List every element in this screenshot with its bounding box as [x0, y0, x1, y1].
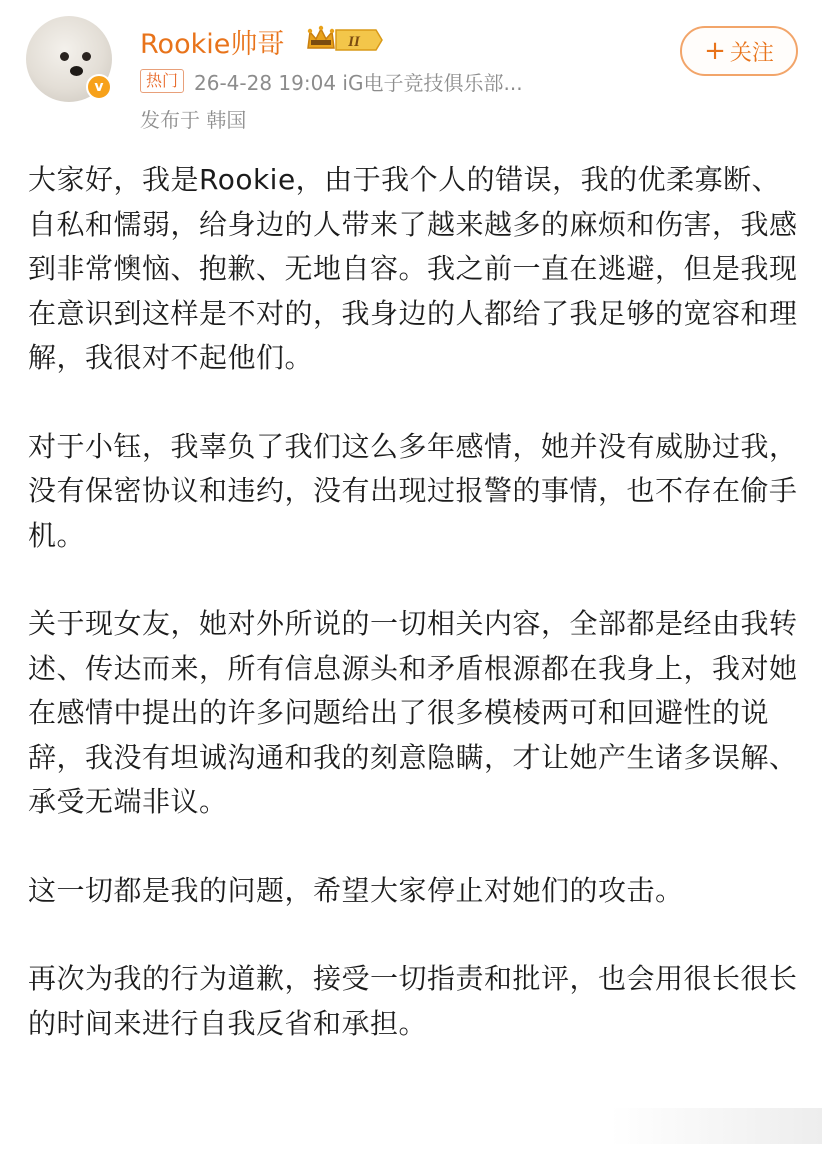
crown-badge-icon[interactable] — [306, 24, 384, 56]
badge-level-text: II — [348, 34, 360, 50]
post-paragraph: 这一切都是我的问题，希望大家停止对她们的攻击。 — [28, 873, 684, 907]
post-location: 发布于 韩国 — [140, 108, 247, 132]
post-paragraph: 再次为我的行为道歉，接受一切指责和批评，也会用很长很长的时间来进行自我反省和承担。 — [28, 962, 798, 1040]
post-meta — [140, 66, 523, 96]
post-paragraph: 大家好，我是Rookie，由于我个人的错误，我的优柔寡断、自私和懦弱，给身边的人带来了越来越多的麻烦和伤害，我感到非常懊恼、抱歉、无地自容。我之前一直在逃避，但是我现在意识到这样是不对的，我身边的人都给了我足够的宽容和理解，我很对不起他们。 — [28, 163, 798, 374]
avatar-nose — [70, 66, 83, 76]
follow-button[interactable] — [680, 26, 798, 76]
post-time-source[interactable]: 26-4-28 19:04 iG电子竞技俱乐部... — [194, 70, 523, 95]
author-name[interactable]: Rookie帅哥 — [140, 29, 285, 60]
avatar-eye — [60, 52, 69, 61]
follow-label: 关注 — [729, 40, 774, 66]
watermark — [610, 1108, 822, 1144]
plus-icon: + — [704, 36, 726, 66]
post-body — [28, 158, 808, 1090]
verified-icon: v — [86, 74, 112, 100]
avatar-eye — [82, 52, 91, 61]
post-header — [0, 0, 828, 140]
hot-tag: 热门 — [140, 69, 184, 93]
post-paragraph: 对于小钰，我辜负了我们这么多年感情，她并没有威胁过我，没有保密协议和违约，没有出现过报警的事情，也不存在偷手机。 — [28, 429, 798, 552]
post-paragraph: 关于现女友，她对外所说的一切相关内容，全部都是经由我转述、传达而来，所有信息源头和矛盾根源都在我身上，我对她在感情中提出的许多问题给出了很多模棱两可和回避性的说辞，我没有坦诚沟通和我的刻意隐瞒，才让她产生诸多误解、承受无端非议。 — [28, 607, 798, 818]
